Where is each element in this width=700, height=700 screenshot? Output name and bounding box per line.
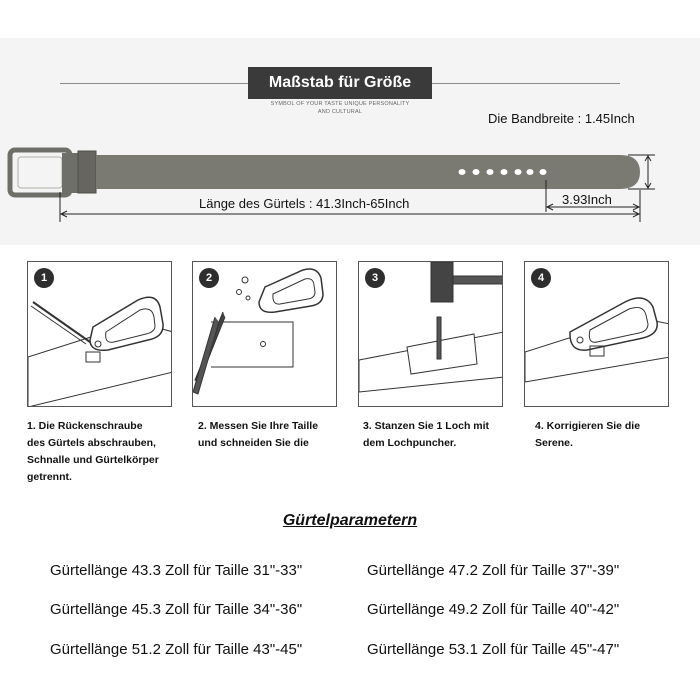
parameter-left-3: Gürtellänge 51.2 Zoll für Taille 43"-45" [50, 641, 303, 658]
belt-hole [527, 169, 534, 175]
size-chart-title: Maßstab für Größe [248, 67, 432, 99]
step-1-number: 1 [34, 268, 54, 288]
step-2-text: 2. Messen Sie Ihre Taille und schneiden Sie die [198, 420, 319, 449]
step-1-text: 1. Die Rückenschraube des Gürtels abschrauben, Schnalle und Gürtelkörper getrennt. [27, 420, 159, 483]
belt-length-label: Länge des Gürtels : 41.3Inch-65Inch [199, 196, 410, 211]
step-1-panel [27, 261, 172, 407]
belt-hole [501, 169, 508, 175]
belt-hole [473, 169, 480, 175]
belt-hole [487, 169, 494, 175]
step-3-panel [358, 261, 503, 407]
step-2-panel [192, 261, 337, 407]
parameter-right-1: Gürtellänge 47.2 Zoll für Taille 37"-39" [367, 562, 620, 579]
belt-hole [540, 169, 547, 175]
step-2-number: 2 [199, 268, 219, 288]
belt-hole [515, 169, 522, 175]
parameter-left-1: Gürtellänge 43.3 Zoll für Taille 31"-33" [50, 562, 303, 579]
buckle-prong-bar [62, 153, 78, 193]
step-4-text: 4. Korrigieren Sie die Serene. [535, 420, 641, 449]
step-3-number: 3 [365, 268, 385, 288]
belt-strap [96, 155, 640, 189]
buckle-inner [18, 157, 62, 188]
parameters-title: Gürtelparametern [282, 512, 418, 529]
tail-length-label: 3.93Inch [562, 192, 612, 207]
parameter-right-3: Gürtellänge 53.1 Zoll für Taille 45"-47" [367, 641, 620, 658]
step-4-number: 4 [531, 268, 551, 288]
tagline: SYMBOL OF YOUR TASTE UNIQUE PERSONALITY AND CULTURAL [270, 101, 410, 115]
parameter-left-2: Gürtellänge 45.3 Zoll für Taille 34"-36" [50, 601, 303, 618]
step-3-text: 3. Stanzen Sie 1 Loch mit dem Lochpuncher. [363, 420, 490, 449]
belt-hole [459, 169, 466, 175]
belt-keeper [78, 151, 96, 193]
step-4-panel [524, 261, 669, 407]
parameter-right-2: Gürtellänge 49.2 Zoll für Taille 40"-42" [367, 601, 620, 618]
band-width-label: Die Bandbreite : 1.45Inch [488, 111, 635, 126]
